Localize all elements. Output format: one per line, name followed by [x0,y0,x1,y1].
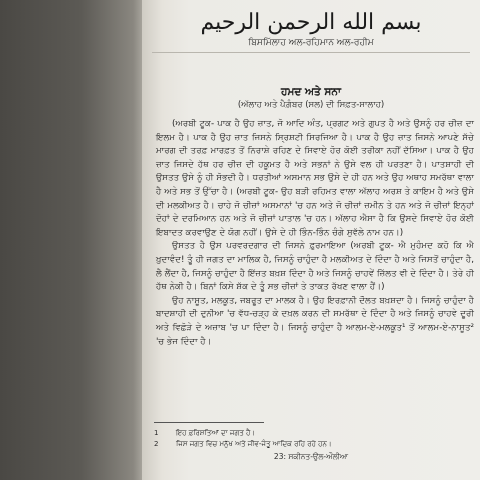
footnote-divider [154,422,264,423]
footnote-text: ਜਿਸ ਜਗਤ ਵਿਚ ਮਨੁੱਖ ਅਤੇ ਜੀਵ-ਜੰਤੂ ਆਦਿਕ ਰਹਿ ਰਹੇ ਹਨ। [176,440,332,448]
footnote [154,439,470,450]
header-divider [152,52,470,53]
footnote-number: 2 [154,440,159,448]
book-spine-shadow [0,0,148,480]
book-page [142,0,480,480]
footnote-text: ਇਹ ਫ਼ਰਿਸ਼ਤਿਆਂ ਦਾ ਜਗਤ ਹੈ। [176,429,256,437]
section-subtitle: (ਅੱਲਾਹ ਅਤੇ ਪੈਗ਼ੰਬਰ (ਸਲ) ਦੀ ਸਿਫ਼ਤ-ਸਾਲਾਹ) [237,100,385,110]
section-title: ਹਮਦ ਅਤੇ ਸਨਾ [281,86,341,98]
footnotes [154,428,470,450]
body-text [156,118,474,349]
footnote-number: 1 [154,429,159,437]
paragraph: ਉਹ ਨਾਸੂਤ, ਮਲਕੂਤ, ਜਬਰੂਤ ਦਾ ਮਾਲਕ ਹੈ। ਉਹ ਇਰਫ਼ਾਨੀ ਦੌਲਤ ਬਖ਼ਸ਼ਦਾ ਹੈ। ਜਿਸਨੂੰ ਚਾਹੁੰਦਾ ਹੈ ਬਾਦਸ਼ਾਹੀ ਦੀ ਦੁਨੀਆ 'ਚ ਵੱਧ-ਚੜ੍ਹ ਕੇ ਦਖ਼ਲ ਕਰਨ ਦੀ ਸਮਰੱਥਾ ਦੇ ਦਿੰਦਾ ਹੈ ਅਤੇ ਜਿਸਨੂੰ ਚਾਹਵੇ ਦੂਰੀ ਅਤੇ ਵਿਛੋੜੇ ਦੇ ਅਜ਼ਾਬ 'ਚ ਪਾ ਦਿੰਦਾ ਹੈ। ਜਿਸਨੂੰ ਚਾਹੁੰਦਾ ਹੈ ਆਲਮ-ਏ-ਮਲਕੂਤ¹ ਤੋਂ ਆਲਮ-ਏ-ਨਾਸੂਤ² 'ਚ ਭੇਜ ਦਿੰਦਾ ਹੈ। [156,295,474,347]
page-footer: 23: ਸਕੀਨਤ-ਉਲ-ਔਲੀਆ [273,452,349,461]
bismillah-calligraphy: بسم الله الرحمن الرحيم [200,10,422,35]
paragraph: (ਅਰਬੀ ਟੂਕ- ਪਾਕ ਹੈ ਉਹ ਜ਼ਾਤ, ਜੋ ਆਦਿ ਅੰਤ, ਪ੍ਰਗਟ ਅਤੇ ਗੁਪਤ ਹੈ ਅਤੇ ਉਸਨੂੰ ਹਰ ਚੀਜ਼ ਦਾ ਇਲਮ ਹੈ। ਪਾਕ ਹੈ ਉਹ ਜ਼ਾਤ ਜਿਸਨੇ ਸ੍ਰਿਸ਼ਟੀ ਸਿਰਜਿਆ ਹੈ। ਪਾਕ ਹੈ ਉਹ ਜ਼ਾਤ ਜਿਸਨੇ ਆਪਣੇ ਸੱਚੇ ਮਾਰਗ ਦੀ ਤਰਫ਼ ਮਾਰਫ਼ਤ ਤੋਂ ਨਿਰਾਸ਼ੇ ਰਹਿਣ ਦੇ ਸਿਵਾਏ ਹੋਰ ਕੋਈ ਤਰੀਕਾ ਨਹੀਂ ਦੱਸਿਆ। ਪਾਕ ਹੈ ਉਹ ਜ਼ਾਤ ਜਿਸਦੇ ਹੱਥ ਹਰ ਚੀਜ਼ ਦੀ ਹਕੂਮਤ ਹੈ ਅਤੇ ਸਭਨਾਂ ਨੇ ਉਸੇ ਵਲ ਹੀ ਪਰਤਣਾ ਹੈ। ਪਾਤਸ਼ਾਹੀ ਦੀ ਉਸਤਤ ਉਸੇ ਨੂੰ ਹੀ ਸੋਭਦੀ ਹੈ। ਧਰਤੀਆਂ ਅਸਮਾਨ ਸਭ ਉਸੇ ਦੇ ਹੀ ਹਨ ਅਤੇ ਉਹ ਅਥਾਹ ਸਮਰੱਥਾ ਵਾਲਾ ਹੈ ਅਤੇ ਸਭ ਤੋਂ ਉੱਚਾ ਹੈ। (ਅਰਬੀ ਟੂਕ- ਉਹ ਬੜੀ ਰਹਿਮਤ ਵਾਲਾ ਅੱਲਾਹ ਅਰਸ਼ ਤੇ ਕਾਇਮ ਹੈ ਅਤੇ ਉਸੇ ਦੀ ਮਲਕੀਅਤ ਹੈ। ਚਾਹੇ ਜੋ ਚੀਜ਼ਾਂ ਅਸਮਾਨਾਂ 'ਚ ਹਨ ਅਤੇ ਜੋ ਚੀਜ਼ਾਂ ਜ਼ਮੀਨ ਤੇ ਹਨ ਅਤੇ ਜੋ ਚੀਜ਼ਾਂ ਇਨ੍ਹਾਂ ਦੋਹਾਂ ਦੇ ਦਰਮਿਆਨ ਹਨ ਅਤੇ ਜੋ ਚੀਜ਼ਾਂ ਪਾਤਾਲ 'ਚ ਹਨ। ਅੱਲਾਹ ਐਸਾ ਹੈ ਕਿ ਉਸਦੇ ਸਿਵਾਏ ਹੋਰ ਕੋਈ ਇਬਾਦਤ ਕਰਵਾਉਣ ਦੇ ਯੋਗ ਨਹੀਂ। ਉਸੇ ਦੇ ਹੀ ਭਿੰਨ-ਭਿੰਨ ਚੰਗੇ ਸੁਵੱਲੇ ਨਾਮ ਹਨ।) [156,119,474,238]
paragraph: ਉਸਤਤ ਹੈ ਉਸ ਪਰਵਰਦਗਾਰ ਦੀ ਜਿਸਨੇ ਫ਼ੁਰਮਾਇਆ (ਅਰਬੀ ਟੂਕ- ਐ ਮੁਹੰਮਦ ਕਹੋ ਕਿ ਐ ਖ਼ੁਦਾਵੰਦ! ਤੂੰ ਹੀ ਜਗਤ ਦਾ ਮਾਲਿਕ ਹੈ, ਜਿਸਨੂੰ ਚਾਹੁੰਦਾ ਹੈ ਮਲਕੀਅਤ ਦੇ ਦਿੰਦਾ ਹੈ ਅਤੇ ਜਿਸਤੋਂ ਚਾਹੁੰਦਾ ਹੈ, ਲੈ ਲੈਂਦਾ ਹੈ, ਜਿਸਨੂੰ ਚਾਹੁੰਦਾ ਹੈ ਇੱਜ਼ਤ ਬਖ਼ਸ਼ ਦਿੰਦਾ ਹੈ ਅਤੇ ਜਿਸਨੂੰ ਚਾਹਵੇਂ ਜ਼ਿੱਲਤ ਵੀ ਦੇ ਦਿੰਦਾ ਹੈ। ਤੇਰੇ ਹੀ ਹੱਥ ਨੇਕੀ ਹੈ। ਬਿਨਾਂ ਕਿਸੇ ਸ਼ੱਕ ਦੇ ਤੂੰ ਸਭ ਚੀਜ਼ਾਂ ਤੇ ਤਾਕਤ ਰੱਖਣ ਵਾਲਾ ਹੈਂ।) [156,241,474,293]
footnote [154,428,470,439]
bismillah-transliteration: ਬਿਸਮਿੱਲਾਹ ਅਲ-ਰਹਿਮਾਨ ਅਲ-ਰਹੀਮ [248,38,374,48]
